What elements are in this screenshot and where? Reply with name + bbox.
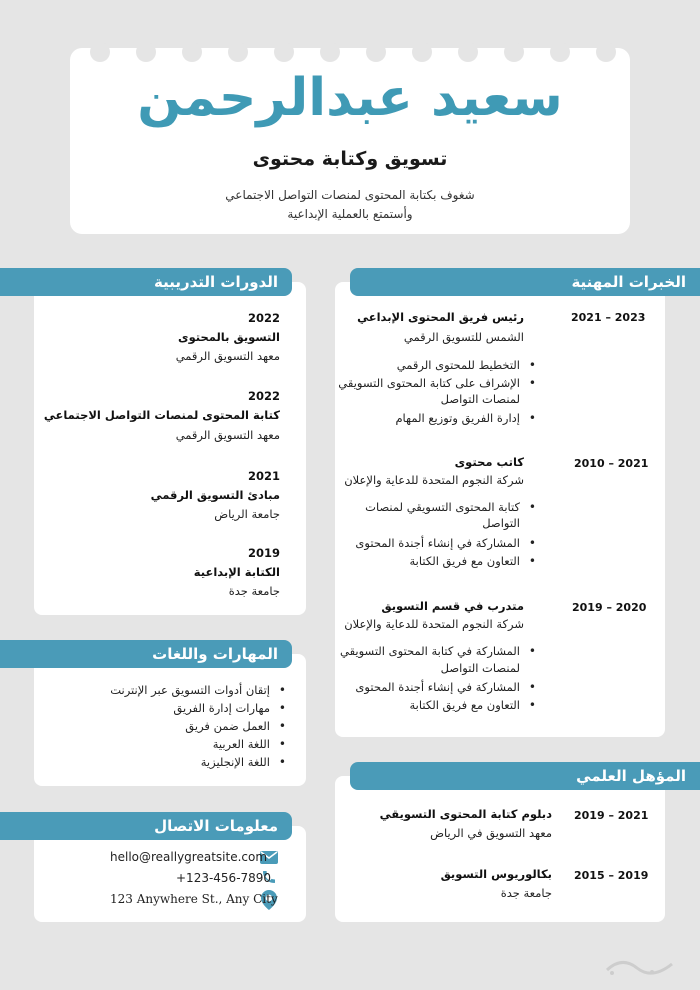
course-org: معهد التسويق الرقمي	[175, 428, 280, 442]
contact-address: 123 Anywhere St., Any City	[110, 892, 278, 906]
course-name: كتابة المحتوى لمنصات التواصل الاجتماعي	[43, 408, 280, 422]
education-school: معهد التسويق في الرياض	[430, 826, 552, 840]
binder-hole	[90, 42, 110, 62]
skill-item: • اللغة الإنجليزية	[201, 754, 270, 771]
course-year: 2019	[247, 546, 280, 560]
binder-hole	[412, 42, 432, 62]
job-role: كاتب محتوى	[454, 455, 524, 469]
course-org: جامعة جدة	[228, 584, 280, 598]
binder-hole	[228, 42, 248, 62]
course-name: مبادئ التسويق الرقمي	[150, 488, 280, 502]
binder-hole	[550, 42, 570, 62]
job-bullet: • المشاركة في كتابة المحتوى التسويقي	[340, 643, 520, 660]
course-org: معهد التسويق الرقمي	[175, 349, 280, 363]
contact-phone[interactable]: +123-456-7890	[176, 871, 272, 885]
course-year: 2021	[247, 469, 280, 483]
course-name: الكتابة الإبداعية	[193, 565, 280, 579]
course-year: 2022	[247, 311, 280, 325]
job-years: 2010 – 2021	[574, 457, 649, 470]
job-bullet: • إدارة الفريق وتوزيع المهام	[395, 410, 520, 427]
education-heading: المؤهل العلمي	[350, 762, 700, 790]
job-role: رئيس فريق المحتوى الإبداعي	[357, 310, 524, 324]
job-bullet: • الإشراف على كتابة المحتوى التسويقي	[338, 375, 520, 392]
job-bullet: • المشاركة في إنشاء أجندة المحتوى	[355, 679, 520, 696]
education-card	[335, 776, 665, 922]
job-title: تسويق وكتابة محتوى	[252, 148, 448, 170]
courses-heading: الدورات التدريبية	[0, 268, 292, 296]
course-org: جامعة الرياض	[214, 507, 280, 521]
education-degree: دبلوم كتابة المحتوى التسويقي	[379, 807, 552, 821]
education-degree: بكالوريوس التسويق	[440, 867, 552, 881]
person-name: سعيد عبدالرحمن	[137, 68, 563, 128]
job-bullet: • التعاون مع فريق الكتابة	[410, 553, 521, 570]
job-bullet: • كتابة المحتوى التسويقي لمنصات	[365, 499, 520, 516]
skills-heading: المهارات واللغات	[0, 640, 292, 668]
binder-hole	[596, 42, 616, 62]
tagline-line: وأستمتع بالعملية الإبداعية	[287, 207, 413, 221]
education-years: 2019 – 2021	[574, 809, 649, 822]
contact-heading: معلومات الاتصال	[0, 812, 292, 840]
contact-email[interactable]: hello@reallygreatsite.com	[110, 850, 268, 864]
job-bullet-continuation: التواصل	[482, 516, 520, 530]
binder-hole	[136, 42, 156, 62]
job-bullet-continuation: لمنصات التواصل	[440, 661, 520, 675]
job-bullet: • التخطيط للمحتوى الرقمي	[397, 357, 520, 374]
experience-heading: الخبرات المهنية	[350, 268, 700, 296]
tagline-line: شغوف بكتابة المحتوى لمنصات التواصل الاجتماعي	[225, 188, 475, 202]
skill-item: • اللغة العربية	[213, 736, 270, 753]
skill-item: • العمل ضمن فريق	[185, 718, 270, 735]
job-company: شركة النجوم المتحدة للدعاية والإعلان	[344, 473, 524, 487]
job-bullet-continuation: لمنصات التواصل	[440, 392, 520, 406]
tagline	[0, 186, 700, 224]
job-company: الشمس للتسويق الرقمي	[403, 330, 524, 344]
education-years: 2015 – 2019	[574, 869, 649, 882]
course-year: 2022	[247, 389, 280, 403]
job-years: 2019 – 2020	[572, 601, 647, 614]
binder-hole	[320, 42, 340, 62]
binder-hole	[458, 42, 478, 62]
skill-item: • إتقان أدوات التسويق عبر الإنترنت	[110, 682, 270, 699]
course-name: التسويق بالمحتوى	[178, 330, 280, 344]
job-bullet: • المشاركة في إنشاء أجندة المحتوى	[355, 535, 520, 552]
job-role: متدرب في قسم التسويق	[381, 599, 524, 613]
education-school: جامعة جدة	[500, 886, 552, 900]
binder-hole	[366, 42, 386, 62]
binder-hole	[182, 42, 202, 62]
watermark-logo	[602, 952, 682, 978]
skill-item: • مهارات إدارة الفريق	[173, 700, 270, 717]
job-years: 2021 – 2023	[571, 311, 646, 324]
job-company: شركة النجوم المتحدة للدعاية والإعلان	[344, 617, 524, 631]
binder-hole	[504, 42, 524, 62]
job-bullet: • التعاون مع فريق الكتابة	[410, 697, 521, 714]
binder-hole	[274, 42, 294, 62]
